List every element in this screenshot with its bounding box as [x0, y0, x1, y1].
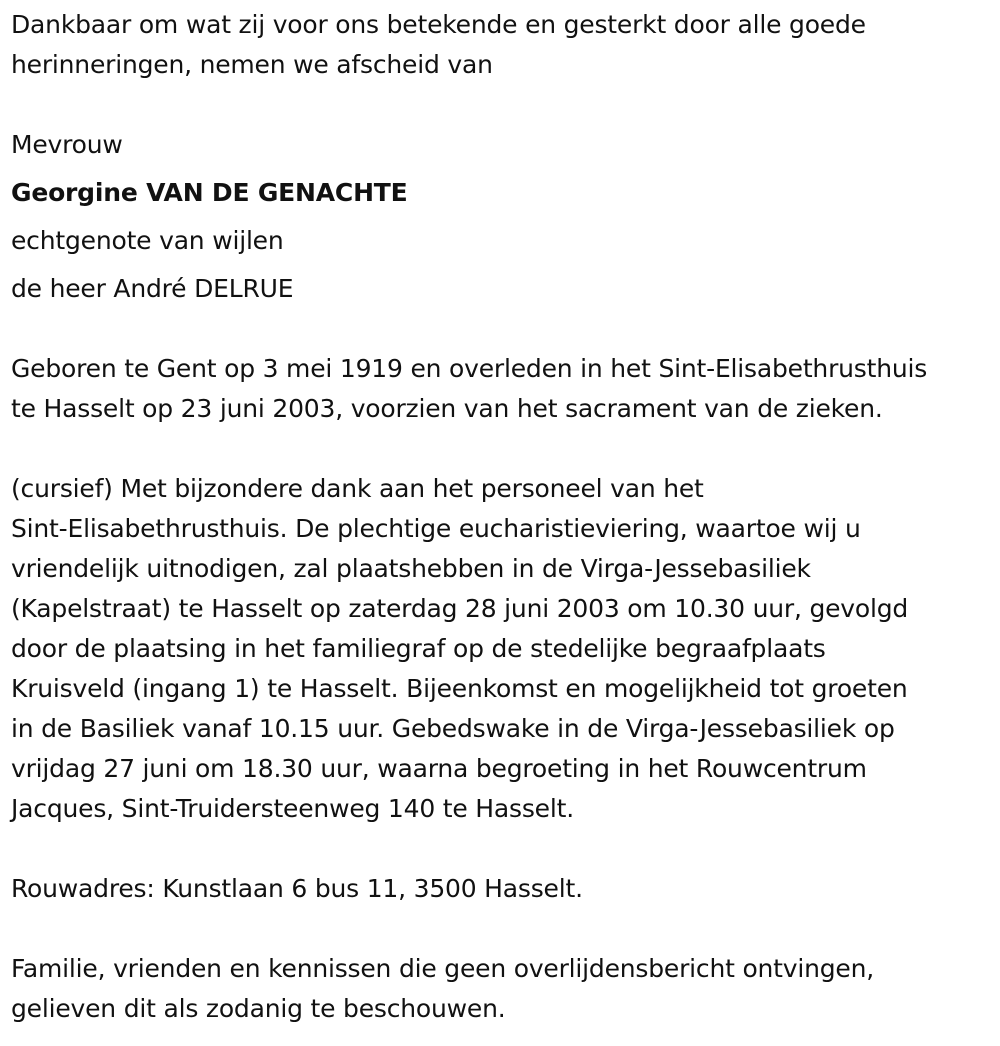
ceremony-line: Kruisveld (ingang 1) te Hasselt. Bijeenkomst en mogelijkheid tot groeten: [11, 674, 908, 703]
ceremony-line: vrijdag 27 juni om 18.30 uur, waarna begroeting in het Rouwcentrum: [11, 754, 867, 783]
intro-line-1: Dankbaar om wat zij voor ons betekende en gesterkt door alle goede: [11, 10, 866, 39]
ceremony-line: in de Basiliek vanaf 10.15 uur. Gebedswake in de Virga-Jessebasiliek op: [11, 714, 895, 743]
birth-death-line-2: te Hasselt op 23 juni 2003, voorzien van het sacrament van de zieken.: [11, 394, 883, 423]
birth-death-line-1: Geboren te Gent op 3 mei 1919 en overleden in het Sint-Elisabethrusthuis: [11, 354, 928, 383]
ceremony-line: Sint-Elisabethrusthuis. De plechtige eucharistieviering, waartoe wij u: [11, 514, 861, 543]
closing-line-2: gelieven dit als zodanig te beschouwen.: [11, 994, 506, 1023]
relation-line-2: de heer André DELRUE: [11, 274, 294, 303]
mourning-address: Rouwadres: Kunstlaan 6 bus 11, 3500 Hasselt.: [11, 874, 583, 903]
intro-line-2: herinneringen, nemen we afscheid van: [11, 50, 493, 79]
relation-line-1: echtgenote van wijlen: [11, 226, 284, 255]
ceremony-line: (Kapelstraat) te Hasselt op zaterdag 28 juni 2003 om 10.30 uur, gevolgd: [11, 594, 909, 623]
ceremony-line: vriendelijk uitnodigen, zal plaatshebben in de Virga-Jessebasiliek: [11, 554, 811, 583]
ceremony-line: (cursief) Met bijzondere dank aan het personeel van het: [11, 474, 704, 503]
closing-line-1: Familie, vrienden en kennissen die geen overlijdensbericht ontvingen,: [11, 954, 875, 983]
salutation: Mevrouw: [11, 130, 123, 159]
ceremony-line: Jacques, Sint-Truidersteenweg 140 te Hasselt.: [11, 794, 574, 823]
deceased-name: Georgine VAN DE GENACHTE: [11, 178, 408, 207]
ceremony-line: door de plaatsing in het familiegraf op de stedelijke begraafplaats: [11, 634, 826, 663]
